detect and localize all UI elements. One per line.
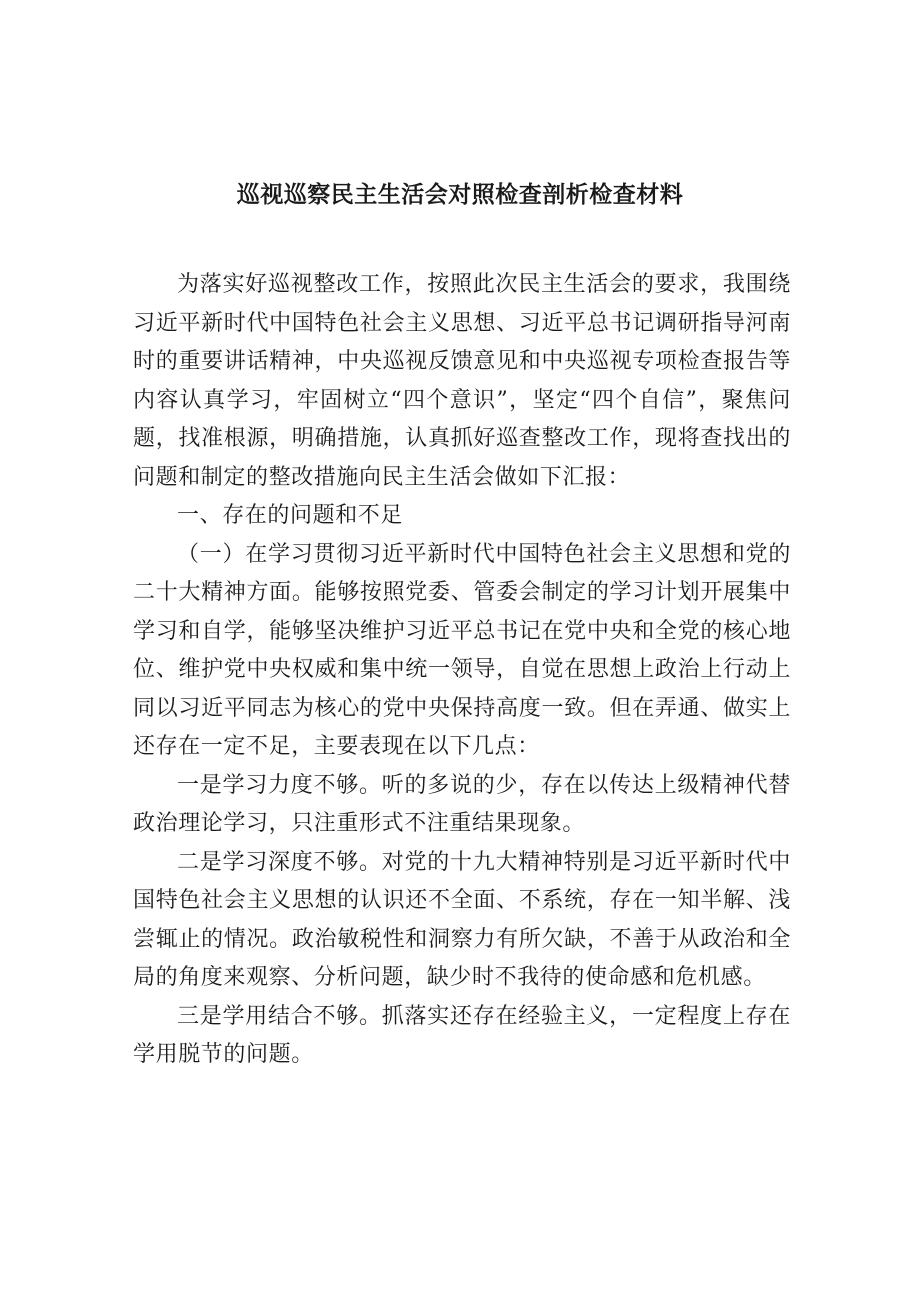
intro-paragraph: 为落实好巡视整改工作，按照此次民主生活会的要求，我围绕习近平新时代中国特色社会主义思想、习近平总书记调研指导河南时的重要讲话精神，中央巡视反馈意见和中央巡视专项检查报告等内容认真学习，牢固树立“四个意识”，坚定“四个自信”，聚焦问题，找准根源，明确措施，认真抓好巡查整改工作，现将查找出的问题和制定的整改措施向民主生活会做如下汇报： [133, 272, 791, 490]
point-paragraph-2: 二是学习深度不够。对党的十九大精神特别是习近平新时代中国特色社会主义思想的认识还不全面、不系统，存在一知半解、浅尝辄止的情况。政治敏税性和洞察力有所欠缺，不善于从政治和全局的角度来观察、分析问题，缺少时不我待的使命感和危机感。 [133, 849, 791, 990]
document-title: 巡视巡察民主生活会对照检查剖析检查材料 [236, 182, 684, 208]
subsection-paragraph-1: （一）在学习贯彻习近平新时代中国特色社会主义思想和党的二十大精神方面。能够按照党委、管委会制定的学习计划开展集中学习和自学，能够坚决维护习近平总书记在党中央和全党的核心地位、维护党中央权威和集中统一领导，自觉在思想上政治上行动上同以习近平同志为核心的党中央保持高度一致。但在弄通、做实上还存在一定不足，主要表现在以下几点： [133, 541, 791, 759]
point-paragraph-1: 一是学习力度不够。听的多说的少，存在以传达上级精神代替政治理论学习，只注重形式不注重结果现象。 [133, 772, 791, 836]
document-body [133, 266, 791, 1075]
point-paragraph-3: 三是学用结合不够。抓落实还存在经验主义，一定程度上存在学用脱节的问题。 [133, 1003, 791, 1067]
section-heading-1: 一、存在的问题和不足 [177, 503, 404, 528]
